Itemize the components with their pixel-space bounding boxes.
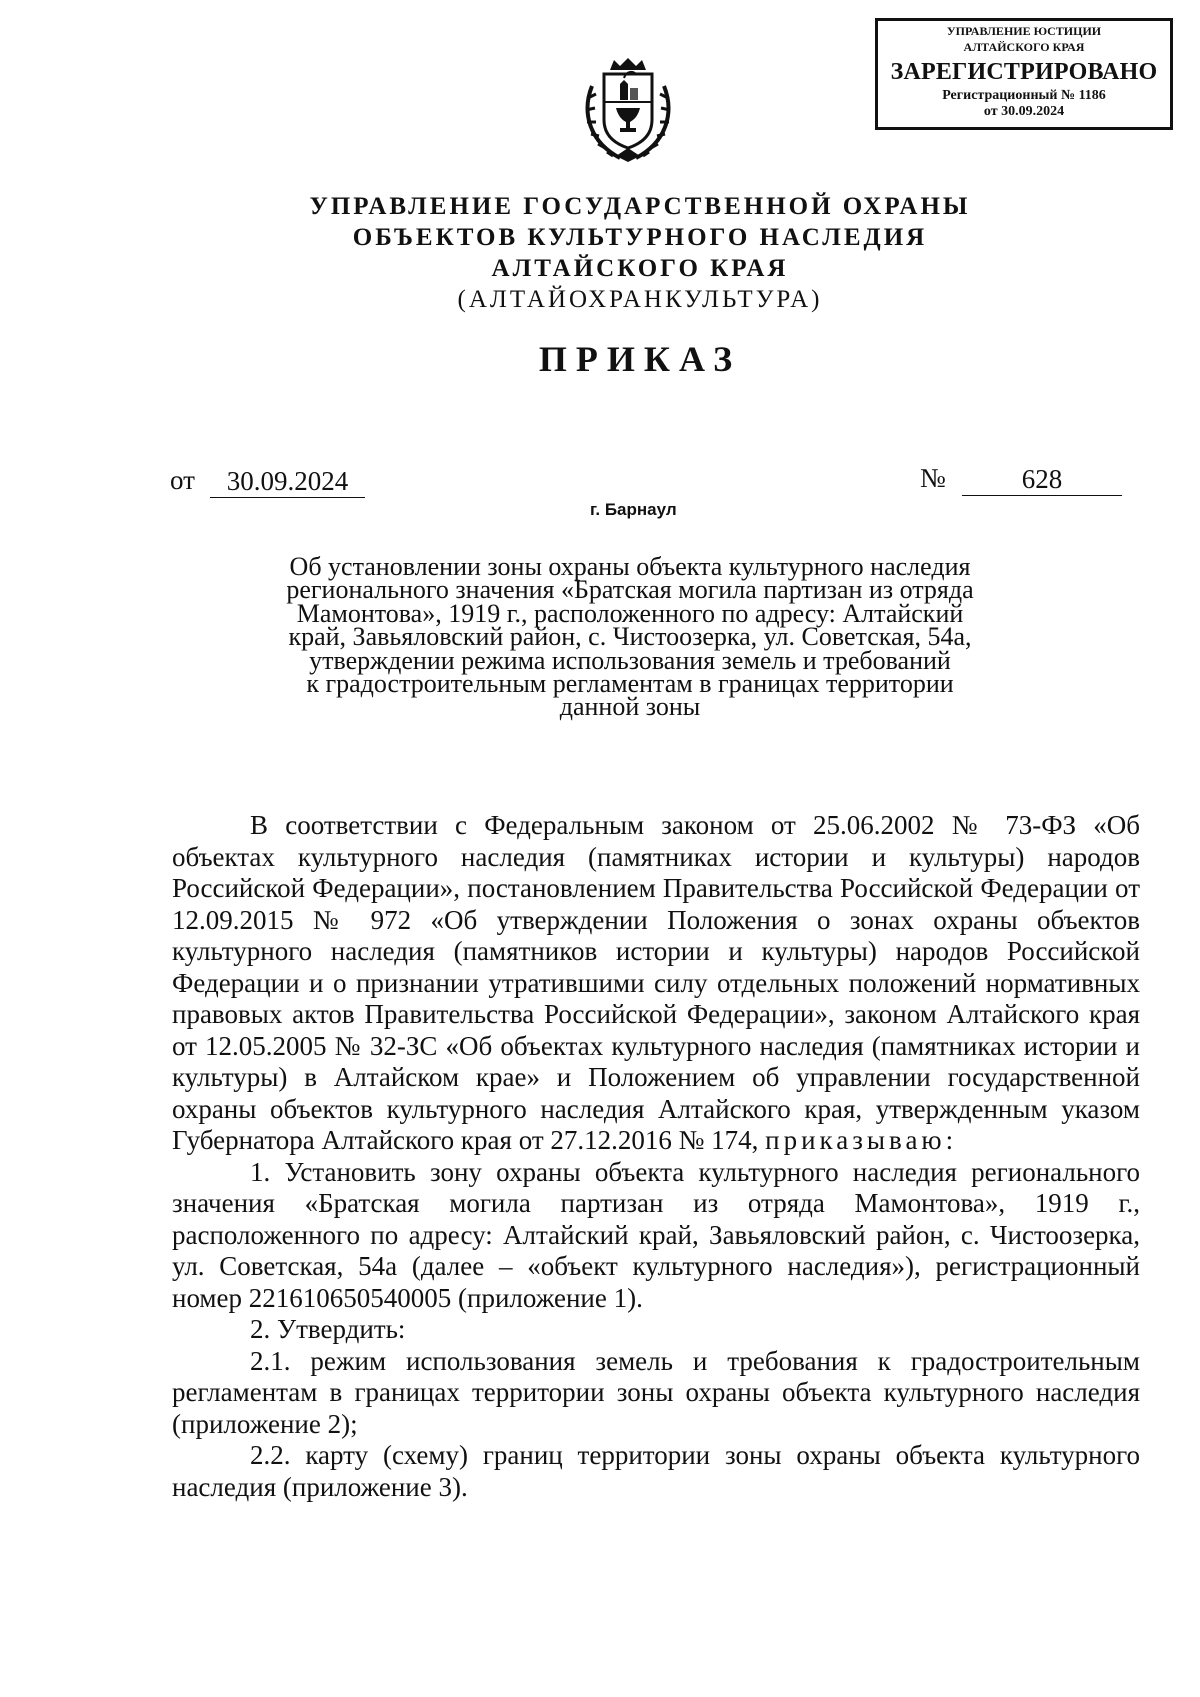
document-number: 628 — [962, 463, 1122, 496]
document-date: 30.09.2024 — [210, 465, 365, 498]
stamp-reg-date: от 30.09.2024 — [983, 104, 1065, 119]
order-item-2-2: 2.2. карту (схему) границ территории зоны охраны объекта культурного наследия (приложение 3). — [172, 1440, 1140, 1502]
preamble-text: В соответствии с Федеральным законом от 25.06.2002 № 73-ФЗ «Об объектах культурного наследия (памятниках истории и культуры) народов Российской Федерации», постановлением Правительства Российской Федерации от 12.09.2015 № 972 «Об утверждении Положения о зонах охраны объектов культурного наследия (памятников истории и культуры) народов Российской Федерации и о признании утратившими силу отдельных положений нормативных правовых актов Правительства Российской Федерации», законом Алтайского края от 12.05.2005 № 32-ЗС «Об объектах культурного наследия (памятниках истории и культуры) в Алтайском крае» и Положением об управлении государственной охраны объектов культурного наследия Алтайского края, утвержденным указом Губернатора Алтайского края от 27.12.2016 № 174, — [172, 810, 1140, 1155]
subject-line: данной зоны — [559, 692, 701, 722]
stamp-org-line2: АЛТАЙСКОГО КРАЯ — [963, 40, 1085, 54]
order-item-2-1: 2.1. режим использования земель и требования к градостроительным регламентам в границах территории зоны охраны объекта культурного наследия (приложение 2); — [172, 1345, 1140, 1439]
subject-line: Об установлении зоны охраны объекта культурного наследия — [289, 552, 971, 581]
city: г. Барнаул — [590, 500, 677, 519]
stamp-org-line1: УПРАВЛЕНИЕ ЮСТИЦИИ — [946, 24, 1102, 38]
stamp-reg-number: Регистрационный № 1186 — [942, 88, 1106, 103]
subject-line: край, Завьяловский район, с. Чистоозерка, ул. Советская, 54а, — [288, 622, 972, 652]
order-item-2: 2. Утвердить: — [250, 1314, 406, 1344]
stamp-status: ЗАРЕГИСТРИРОВАНО — [890, 59, 1158, 85]
subject-line: Мамонтова», 1919 г., расположенного по адресу: Алтайский — [296, 598, 964, 628]
date-label: от — [170, 465, 195, 495]
subject-line: к градостроительным регламентам в границах территории — [306, 669, 954, 699]
order-word: приказываю: — [765, 1125, 958, 1155]
document-type-title: ПРИКАЗ — [538, 339, 742, 379]
number-label: № — [920, 463, 946, 493]
preamble-paragraph — [172, 810, 1140, 1157]
org-name-line3: АЛТАЙСКОГО КРАЯ — [491, 255, 789, 282]
org-name-line2: ОБЪЕКТОВ КУЛЬТУРНОГО НАСЛЕДИЯ — [352, 224, 928, 251]
org-short-name: (АЛТАЙОХРАНКУЛЬТУРА) — [457, 286, 823, 313]
document-body — [172, 810, 1140, 1503]
subject-line: регионального значения «Братская могила партизан из отряда — [286, 575, 974, 605]
org-name-line1: УПРАВЛЕНИЕ ГОСУДАРСТВЕННОЙ ОХРАНЫ — [309, 193, 971, 220]
subject-line: утверждении режима использования земель и требований — [309, 645, 951, 675]
coat-of-arms-icon — [580, 56, 676, 164]
registration-stamp — [875, 18, 1173, 130]
order-item-1: 1. Установить зону охраны объекта культурного наследия регионального значения «Братская могила партизан из отряда Мамонтова», 1919 г., расположенного по адресу: Алтайский край, Завьяловский район, с. Чистоозерка, ул. Советская, 54а (далее – «объект культурного наследия»), регистрационный номер 221610650540005 (приложение 1). — [172, 1156, 1140, 1313]
document-subject — [230, 552, 1030, 722]
